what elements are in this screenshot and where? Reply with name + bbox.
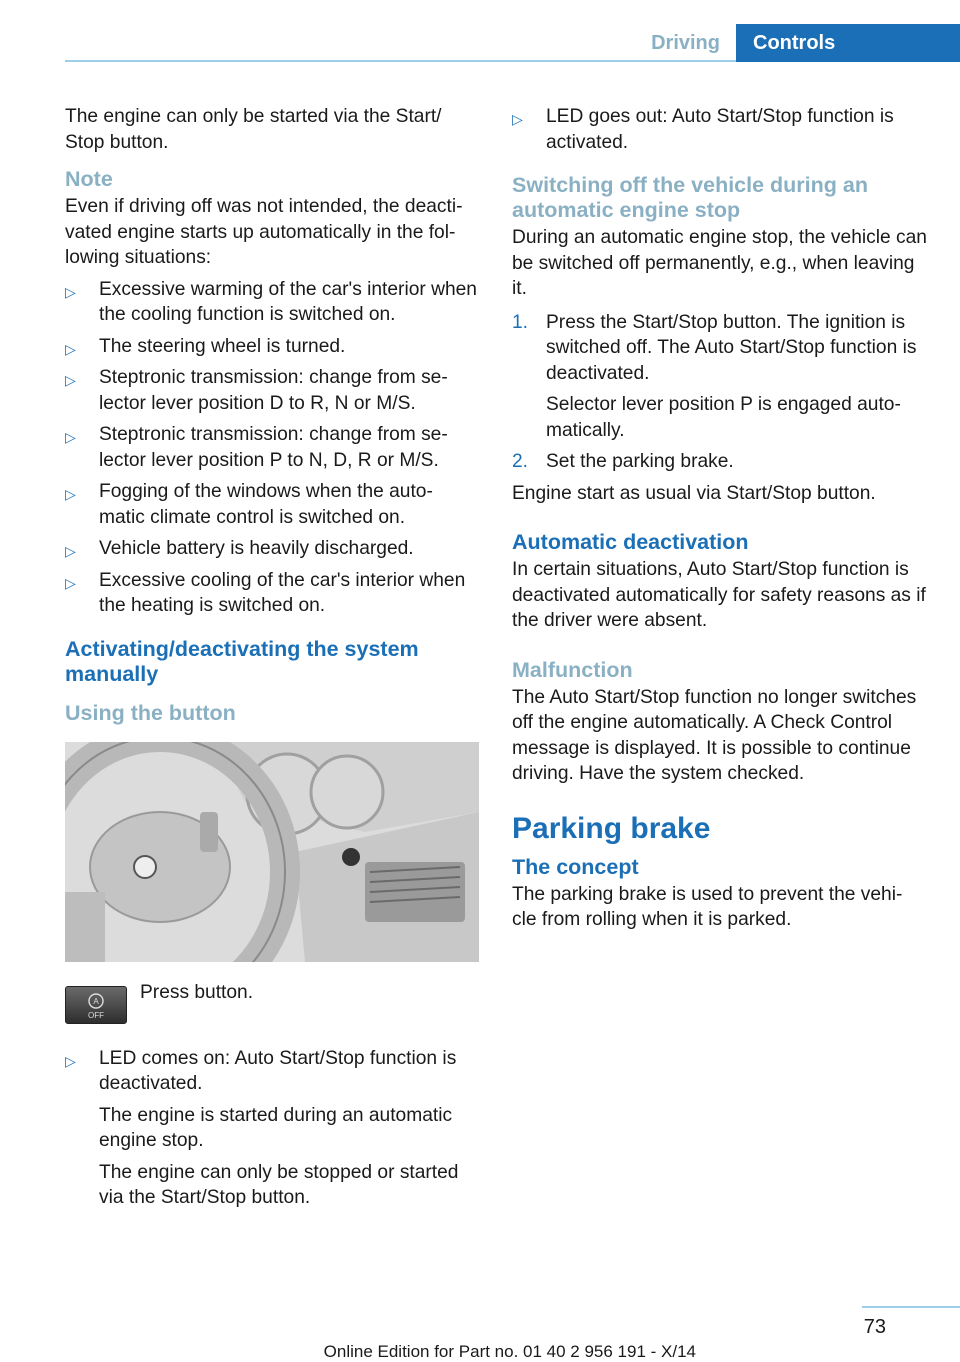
switchoff-text: During an automatic engine stop, the vehicle can be switched off permanently, e.g., when leaving it. [512, 227, 927, 299]
triangle-bullet-icon: ▷ [512, 111, 523, 127]
header-section: Driving [651, 32, 720, 54]
situations-list [65, 277, 483, 619]
edition-text: Online Edition for Part no. 01 40 2 956 191 - X/14 [323, 1342, 696, 1361]
activate-heading: Activating/deactivating the system manually [65, 636, 419, 686]
led-off-list [512, 104, 928, 155]
triangle-bullet-icon: ▷ [65, 283, 76, 300]
page-number: 73 [863, 1316, 886, 1338]
list-item: ▷ The steering wheel is turned. [65, 334, 483, 360]
press-button-row [65, 980, 483, 1040]
left-column [65, 104, 483, 1217]
dashboard-illustration [65, 742, 479, 962]
led-on-list [65, 1046, 483, 1211]
list-item: 1. Press the Start/Stop button. The ignition is switched off. The Auto Start/Stop function is deactivated. Selector lever position P is engaged auto‐ matically. [512, 311, 917, 441]
engine-start-text: Engine start as usual via Start/Stop button. [512, 482, 876, 504]
triangle-bullet-icon: ▷ [65, 486, 76, 502]
list-item: ▷ Steptronic transmission: change from se‐ lector lever position D to R, N or M/S. [65, 367, 448, 414]
triangle-bullet-icon: ▷ [65, 543, 76, 559]
concept-heading: The concept [512, 854, 639, 879]
page-header [0, 0, 960, 62]
list-item: ▷ LED comes on: Auto Start/Stop function is deactivated. The engine is started during an automatic engine stop. The engine can only be stopped or started via the Start/Stop button. [65, 1047, 459, 1208]
triangle-bullet-icon: ▷ [65, 372, 76, 388]
concept-text: The parking brake is used to prevent the vehi‐ cle from rolling when it is parked. [512, 883, 903, 930]
press-button-text: Press button. [140, 981, 254, 1003]
header-chapter-tab: Controls [736, 24, 960, 62]
auto-deactivation-heading: Automatic deactivation [512, 530, 749, 554]
svg-text:A: A [93, 996, 99, 1006]
note-text: Even if driving off was not intended, the deacti‐ vated engine starts up automatically in the fol‐ lowing situations: [65, 196, 463, 268]
auto-deactivation-text: In certain situations, Auto Start/Stop function is deactivated automatically for safety reasons as if the driver were absent. [512, 559, 926, 631]
svg-text:OFF: OFF [88, 1010, 104, 1020]
list-item: ▷ Excessive warming of the car's interior when the cooling function is switched on. [65, 278, 477, 325]
intro-paragraph: The engine can only be started via the Start/ Stop button. [65, 106, 442, 153]
note-heading: Note [65, 167, 113, 191]
right-column [512, 104, 928, 933]
triangle-bullet-icon: ▷ [65, 574, 76, 591]
malfunction-heading: Malfunction [512, 657, 633, 682]
list-item: ▷ Excessive cooling of the car's interior when the heating is switched on. [65, 569, 466, 616]
list-item: ▷ Fogging of the windows when the auto‐ matic climate control is switched on. [65, 481, 433, 528]
switchoff-heading: Switching off the vehicle during an automatic engine stop [512, 173, 868, 222]
steering-wheel-illustration [65, 742, 479, 962]
malfunction-text: The Auto Start/Stop function no longer switches off the engine automatically. A Check Control message is displayed. It is possible to continue driving. Have the system checked. [512, 686, 917, 784]
list-item: ▷ LED goes out: Auto Start/Stop function is activated. [512, 106, 894, 153]
list-item: ▷ Steptronic transmission: change from se‐ lector lever position P to N, D, R or M/S. [65, 424, 448, 471]
triangle-bullet-icon: ▷ [65, 429, 76, 445]
footer-rule [862, 1306, 960, 1308]
triangle-bullet-icon: ▷ [65, 340, 76, 357]
parking-brake-heading: Parking brake [512, 811, 711, 845]
steps-list [512, 310, 928, 475]
triangle-bullet-icon: ▷ [65, 1052, 76, 1069]
auto-start-stop-off-button-icon [65, 986, 127, 1024]
list-item: ▷ Vehicle battery is heavily discharged. [65, 536, 483, 562]
using-button-heading: Using the button [65, 700, 236, 725]
list-item: 2. Set the parking brake. [512, 451, 734, 472]
